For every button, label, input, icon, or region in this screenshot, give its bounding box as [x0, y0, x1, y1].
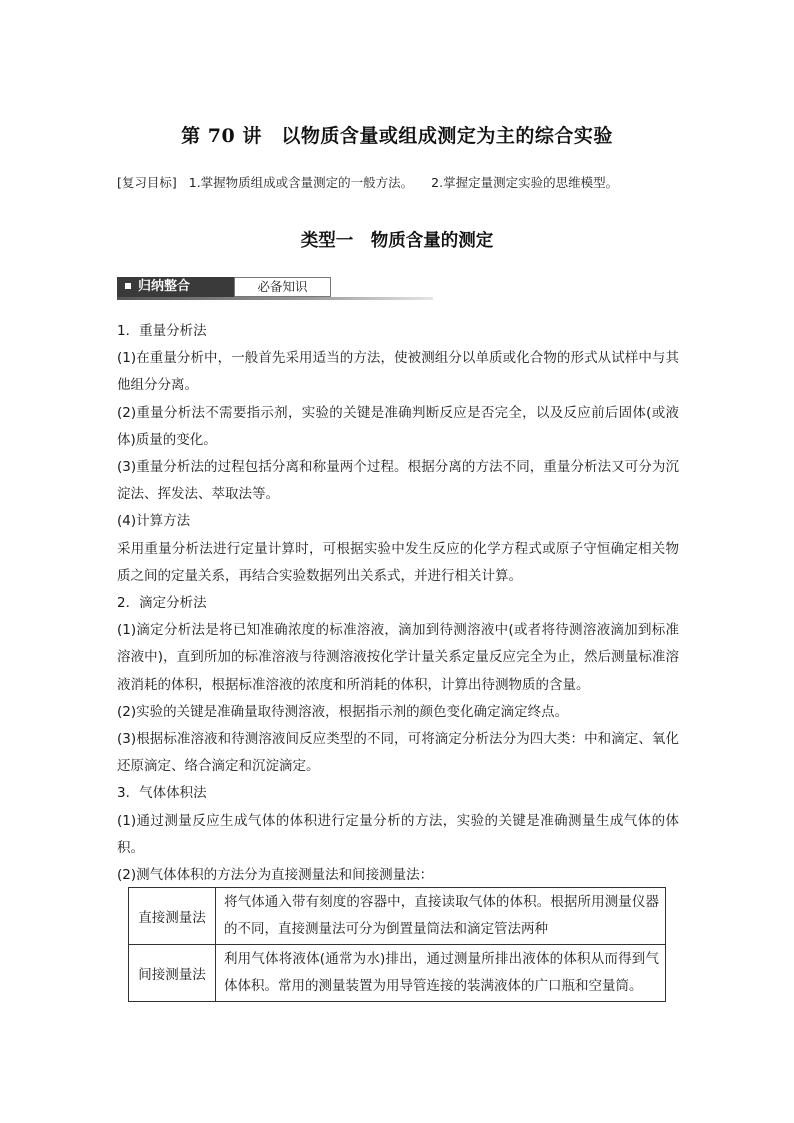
- method-description-cell: 利用气体将液体(通常为水)排出，通过测量所排出液体的体积从而得到气体体积。常用的测量装置为用导管连接的装满液体的广口瓶和空量筒。: [216, 945, 666, 1002]
- review-goal-tag: [复习目标]: [117, 175, 177, 190]
- review-goal-item: 2.掌握定量测定实验的思维模型。: [431, 175, 619, 190]
- table-row: [129, 945, 666, 1002]
- document-body: [117, 318, 679, 889]
- paragraph: (3)重量分析法的过程包括分离和称量两个过程。根据分离的方法不同，重量分析法又可分为沉淀法、挥发法、萃取法等。: [117, 459, 679, 503]
- paragraph: (3)根据标准溶液和待测溶液间反应类型的不同，可将滴定分析法分为四大类：中和滴定、氧化还原滴定、络合滴定和沉淀滴定。: [117, 731, 679, 775]
- banner-primary-label: 归纳整合: [138, 279, 191, 294]
- table-row: [129, 888, 666, 945]
- banner-secondary-label: 必备知识: [234, 277, 331, 297]
- section-heading: 1．重量分析法: [117, 323, 207, 339]
- paragraph: (1)在重量分析中，一般首先采用适当的方法，使被测组分以单质或化合物的形式从试样中与其他组分分离。: [117, 350, 679, 394]
- paragraph: (4)计算方法: [117, 513, 191, 530]
- section-heading: 2．滴定分析法: [117, 595, 207, 612]
- section-heading: 3．气体体积法: [117, 785, 207, 802]
- method-name-cell: 直接测量法: [129, 888, 216, 945]
- banner-primary: [117, 277, 234, 297]
- paragraph: (2)测气体体积的方法分为直接测量法和间接测量法：: [117, 867, 434, 884]
- banner-underline: [117, 297, 433, 300]
- paragraph: (2)重量分析法不需要指示剂，实验的关键是准确判断反应是否完全，以及反应前后固体(或液体)质量的变化。: [117, 404, 679, 448]
- measurement-method-table: [128, 887, 666, 1002]
- square-bullet-icon: [125, 283, 131, 289]
- paragraph: (1)通过测量反应生成气体的体积进行定量分析的方法，实验的关键是准确测量生成气体的体积。: [117, 812, 679, 856]
- review-goal-item: 1.掌握物质组成或含量测定的一般方法。: [188, 175, 414, 190]
- paragraph: (2)实验的关键是准确量取待测溶液，根据指示剂的颜色变化确定滴定终点。: [117, 703, 569, 720]
- summary-banner: [117, 277, 433, 300]
- method-description-cell: 将气体通入带有刻度的容器中，直接读取气体的体积。根据所用测量仪器的不同，直接测量法可分为倒置量筒法和滴定管法两种: [216, 888, 666, 945]
- paragraph: 采用重量分析法进行定量计算时，可根据实验中发生反应的化学方程式或原子守恒确定相关物质之间的定量关系，再结合实验数据列出关系式，并进行相关计算。: [117, 540, 679, 584]
- section-type-title: 类型一 物质含量的测定: [300, 231, 494, 251]
- paragraph: (1)滴定分析法是将已知准确浓度的标准溶液，滴加到待测溶液中(或者将待测溶液滴加到标准溶液中)，直到所加的标准溶液与待测溶液按化学计量关系定量反应完全为止，然后测量标准溶液消耗的体积，根据标准溶液的浓度和所消耗的体积，计算出待测物质的含量。: [117, 622, 679, 693]
- lecture-title: 第 70 讲 以物质含量或组成测定为主的综合实验: [181, 125, 613, 147]
- method-name-cell: 间接测量法: [129, 945, 216, 1002]
- review-goals: [117, 173, 632, 191]
